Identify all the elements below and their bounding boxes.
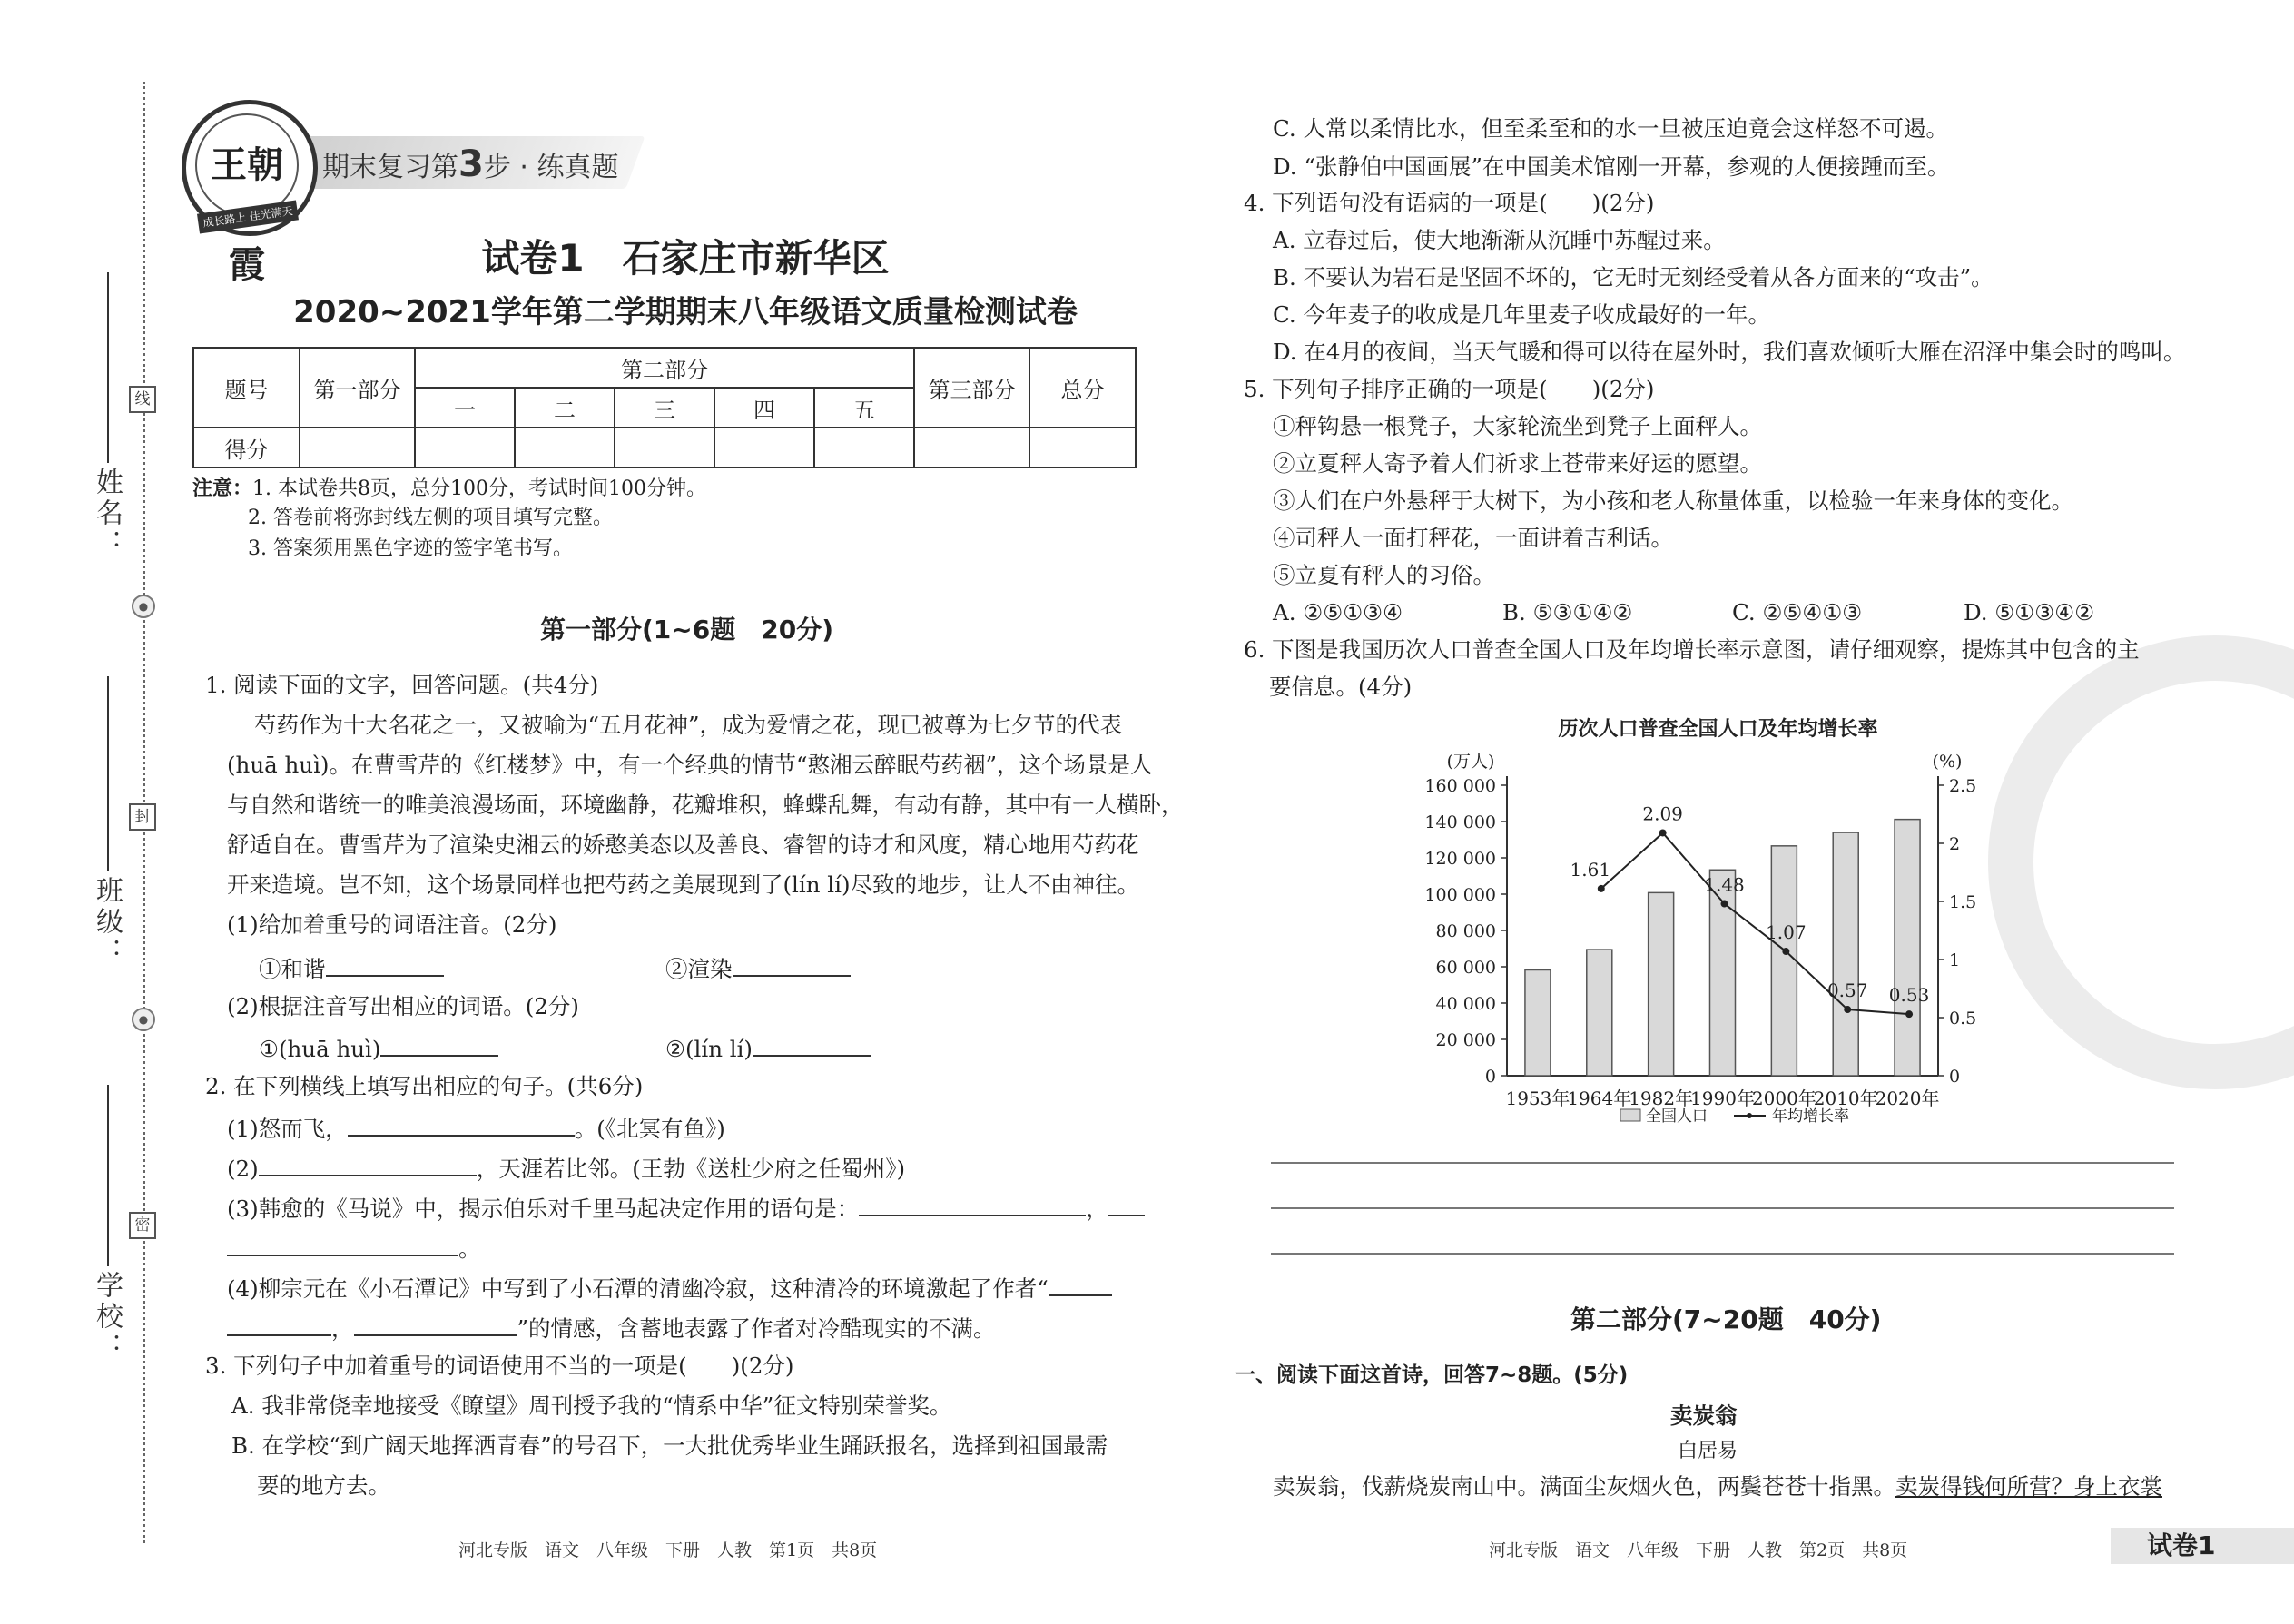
answer-line[interactable] xyxy=(1271,1253,2174,1255)
row-defen: 得分 xyxy=(193,428,300,468)
q5-sentence: ②立夏秤人寄予着人们祈求上苍带来好运的愿望。 xyxy=(1273,450,1762,477)
legend-line-dot xyxy=(1747,1113,1752,1118)
q4-option-c: C. 今年麦子的收成是几年里麦子收成最好的一年。 xyxy=(1273,301,1770,328)
name-label: 姓名： xyxy=(91,468,123,560)
q5-sentence: ①秤钩悬一根凳子，大家轮流坐到凳子上面秤人。 xyxy=(1273,413,1762,439)
q1-passage-line: 与自然和谐统一的唯美浪漫场面，环境幽静，花瓣堆积，蜂蝶乱舞，有动有静，其中有一人横卧， xyxy=(227,792,1184,818)
q5-sentence: ⑤立夏有秤人的习俗。 xyxy=(1273,562,1495,588)
x-tick-label: 1982年 xyxy=(1629,1088,1694,1109)
note-3: 3. 答案须用黑色字迹的签字笔书写。 xyxy=(248,537,573,560)
answer-blank[interactable] xyxy=(227,1313,331,1336)
q1-passage-line: 芍药作为十大名花之一，又被喻为“五月花神”，成为爱情之花，现已被尊为七夕节的代表 xyxy=(254,712,1123,738)
class-label: 班级： xyxy=(91,876,123,969)
q2-3: (3)韩愈的《马说》中，揭示伯乐对千里马起决定作用的语句是： ， xyxy=(227,1193,1145,1223)
right-tick-label: 2.5 xyxy=(1949,776,1977,796)
x-tick-label: 2020年 xyxy=(1875,1088,1940,1109)
th-part1: 第一部分 xyxy=(300,348,415,428)
answer-blank[interactable] xyxy=(326,953,444,977)
score-cell[interactable] xyxy=(814,428,914,468)
seal-char-feng: 封 xyxy=(129,803,156,831)
q5-option-c: C. ②⑤④①③ xyxy=(1732,599,1863,625)
growth-label: 1.61 xyxy=(1570,858,1611,881)
class-input-line[interactable] xyxy=(107,676,109,871)
poem-line: 卖炭翁，伐薪烧炭南山中。满面尘灰烟火色，两鬓苍苍十指黑。卖炭得钱何所营？身上衣裳 xyxy=(1273,1473,2162,1500)
left-tick-label: 0 xyxy=(1484,1067,1496,1087)
q5-option-a: A. ②⑤①③④ xyxy=(1273,599,1403,625)
x-tick-label: 1953年 xyxy=(1505,1088,1570,1109)
poem-underlined: 卖炭得钱何所营？身上衣裳 xyxy=(1895,1473,2162,1500)
bar-2 xyxy=(1649,892,1674,1076)
right-tick-label: 0.5 xyxy=(1949,1009,1977,1029)
chart-title: 历次人口普查全国人口及年均增长率 xyxy=(1558,718,1878,741)
score-table xyxy=(192,347,1137,468)
growth-label: 0.57 xyxy=(1826,979,1868,1002)
exam-title: 试卷1 石家庄市新华区 xyxy=(481,236,890,281)
q1-sub2: (2)根据注音写出相应的词语。(2分) xyxy=(227,993,579,1019)
q5-option-d: D. ⑤①③④② xyxy=(1964,599,2095,625)
answer-blank[interactable] xyxy=(1108,1193,1145,1216)
x-tick-label: 1964年 xyxy=(1567,1088,1632,1109)
left-tick-label: 20 000 xyxy=(1435,1030,1496,1050)
poem-author: 白居易 xyxy=(1678,1440,1738,1462)
answer-blank[interactable] xyxy=(733,953,851,977)
answer-blank[interactable] xyxy=(354,1313,517,1336)
q4-title: 4. 下列语句没有语病的一项是( )(2分) xyxy=(1244,190,1655,216)
note-1: 注意：1. 本试卷共8页，总分100分，考试时间100分钟。 xyxy=(192,477,706,500)
q1-sub1b: ②渲染 xyxy=(665,953,851,983)
left-axis-label: (万人) xyxy=(1446,752,1495,772)
growth-label: 1.48 xyxy=(1704,873,1745,896)
bar-1 xyxy=(1587,950,1612,1076)
logo-text: 王朝霞 xyxy=(195,113,299,217)
seal-char-mi: 密 xyxy=(129,1212,156,1239)
section1-title: 一、阅读下面这首诗，回答7~8题。(5分) xyxy=(1235,1363,1629,1387)
q5-sentence: ④司秤人一面打秤花，一面讲着吉利话。 xyxy=(1273,525,1673,551)
school-label: 学校： xyxy=(91,1271,123,1363)
th-sub: 一 xyxy=(415,388,515,428)
q3-option-b: B. 在学校“到广阔天地挥洒青春”的号召下，一大批优秀毕业生踊跃报名，选择到祖国最需 xyxy=(231,1432,1108,1459)
logo-ribbon: 成长路上 佳光满天 xyxy=(197,200,299,233)
seal-char-xian: 线 xyxy=(129,386,156,413)
q1-passage-line: 开来造境。岂不知，这个场景同样也把芍药之美展现到了(lín lí)尽致的地步，让人不由神往。 xyxy=(227,871,1140,898)
th-total: 总分 xyxy=(1029,348,1136,428)
part1-heading: 第一部分(1~6题 20分) xyxy=(540,615,833,645)
answer-blank[interactable] xyxy=(1049,1273,1112,1296)
q2-4-cont: ， ”的情感，含蓄地表露了作者对冷酷现实的不满。 xyxy=(227,1313,996,1343)
answer-blank[interactable] xyxy=(380,1033,498,1057)
growth-point-3 xyxy=(1782,948,1789,955)
score-cell[interactable] xyxy=(1029,428,1136,468)
q5-option-b: B. ⑤③①④② xyxy=(1502,599,1633,625)
q5-sentence: ③人们在户外悬秤于大树下，为小孩和老人称量体重，以检验一年来身体的变化。 xyxy=(1273,487,2073,514)
answer-blank[interactable] xyxy=(259,1153,477,1176)
growth-point-5 xyxy=(1905,1010,1913,1018)
q4-option-b: B. 不要认为岩石是坚固不坏的，它无时无刻经受着从各方面来的“攻击”。 xyxy=(1273,264,1994,290)
th-sub: 二 xyxy=(515,388,615,428)
x-tick-label: 2010年 xyxy=(1813,1088,1878,1109)
bar-5 xyxy=(1833,832,1858,1076)
left-tick-label: 80 000 xyxy=(1435,921,1496,941)
q3-option-d: D. “张静伯中国画展”在中国美术馆刚一开幕，参观的人便接踵而至。 xyxy=(1273,153,1950,180)
score-cell[interactable] xyxy=(515,428,615,468)
school-input-line[interactable] xyxy=(107,1085,109,1266)
answer-blank[interactable] xyxy=(859,1193,1086,1216)
answer-line[interactable] xyxy=(1271,1162,2174,1164)
score-cell[interactable] xyxy=(415,428,515,468)
population-chart xyxy=(1271,740,2179,1139)
th-part3: 第三部分 xyxy=(914,348,1029,428)
th-sub: 四 xyxy=(714,388,814,428)
th-part2: 第二部分 xyxy=(415,348,914,388)
growth-point-2 xyxy=(1721,901,1728,908)
legend-line-label: 年均增长率 xyxy=(1772,1107,1849,1126)
q3-option-b-cont: 要的地方去。 xyxy=(257,1472,390,1499)
step-label: 期末复习第3步 · 练真题 xyxy=(322,143,619,185)
q2-2: (2) ，天涯若比邻。(王勃《送杜少府之任蜀州》) xyxy=(227,1153,905,1183)
q1-sub2b: ②(lín lí) xyxy=(665,1033,871,1063)
right-tick-label: 1 xyxy=(1949,950,1961,970)
margin-ornament-icon: ● xyxy=(132,595,155,618)
right-tick-label: 0 xyxy=(1949,1067,1961,1087)
th-sub: 五 xyxy=(814,388,914,428)
score-cell[interactable] xyxy=(615,428,714,468)
bar-4 xyxy=(1771,846,1797,1076)
growth-label: 1.07 xyxy=(1766,921,1807,944)
part2-heading: 第二部分(7~20题 40分) xyxy=(1570,1304,1882,1334)
right-axis-label: (%) xyxy=(1932,752,1963,772)
q3-title: 3. 下列句子中加着重号的词语使用不当的一项是( )(2分) xyxy=(205,1353,794,1379)
growth-label: 0.53 xyxy=(1888,984,1930,1007)
legend-bar-swatch xyxy=(1620,1109,1640,1121)
bar-0 xyxy=(1525,969,1551,1076)
q1-sub1: (1)给加着重号的词语注音。(2分) xyxy=(227,911,557,938)
answer-blank[interactable] xyxy=(753,1033,871,1057)
growth-point-1 xyxy=(1659,829,1667,836)
q4-option-d: D. 在4月的夜间，当天气暖和得可以待在屋外时，我们喜欢倾听大雁在沼泽中集会时的鸣叫。 xyxy=(1273,339,2186,365)
answer-line[interactable] xyxy=(1271,1207,2174,1209)
right-tick-label: 2 xyxy=(1949,834,1961,854)
growth-point-4 xyxy=(1844,1006,1851,1013)
q2-1: (1)怒而飞， 。(《北冥有鱼》) xyxy=(227,1113,725,1143)
q1-title: 1. 阅读下面的文字，回答问题。(共4分) xyxy=(205,672,599,698)
answer-blank[interactable] xyxy=(227,1233,458,1256)
footer-left: 河北专版 语文 八年级 下册 人教 第1页 共8页 xyxy=(458,1540,878,1560)
note-2: 2. 答卷前将弥封线左侧的项目填写完整。 xyxy=(248,507,613,529)
left-tick-label: 40 000 xyxy=(1435,994,1496,1014)
q1-passage-line: 舒适自在。曹雪芹为了渲染史湘云的娇憨美态以及善良、睿智的诗才和风度，精心地用芍药花 xyxy=(227,832,1139,858)
left-tick-label: 160 000 xyxy=(1424,776,1496,796)
left-tick-label: 100 000 xyxy=(1424,885,1496,905)
growth-point-0 xyxy=(1598,885,1605,892)
right-tick-label: 1.5 xyxy=(1949,892,1977,912)
q2-4: (4)柳宗元在《小石潭记》中写到了小石潭的清幽冷寂，这种清冷的环境激起了作者“ xyxy=(227,1273,1112,1303)
q2-title: 2. 在下列横线上填写出相应的句子。(共6分) xyxy=(205,1073,644,1099)
x-tick-label: 1990年 xyxy=(1690,1088,1755,1109)
score-cell[interactable] xyxy=(300,428,415,468)
q6-title-cont: 要信息。(4分) xyxy=(1269,674,1413,700)
margin-ornament-icon: ● xyxy=(132,1008,155,1031)
answer-blank[interactable] xyxy=(348,1113,575,1137)
score-cell[interactable] xyxy=(714,428,814,468)
q1-sub2a: ①(huā huì) xyxy=(259,1033,498,1063)
x-tick-label: 2000年 xyxy=(1751,1088,1816,1109)
growth-label: 2.09 xyxy=(1642,802,1683,825)
th-sub: 三 xyxy=(615,388,714,428)
q5-title: 5. 下列句子排序正确的一项是( )(2分) xyxy=(1244,376,1655,402)
left-tick-label: 120 000 xyxy=(1424,849,1496,869)
q1-sub1a: ①和谐 xyxy=(259,953,444,983)
q2-3-cont: 。 xyxy=(227,1233,481,1263)
paper-tab: 试卷1 xyxy=(2111,1528,2294,1564)
bar-6 xyxy=(1895,820,1920,1076)
exam-subtitle: 2020~2021学年第二学期期末八年级语文质量检测试卷 xyxy=(293,294,1078,330)
footer-right: 河北专版 语文 八年级 下册 人教 第2页 共8页 xyxy=(1489,1540,1908,1560)
poem-title: 卖炭翁 xyxy=(1670,1403,1738,1429)
q4-option-a: A. 立春过后，使大地渐渐从沉睡中苏醒过来。 xyxy=(1273,227,1726,253)
q6-title: 6. 下图是我国历次人口普查全国人口及年均增长率示意图，请仔细观察，提炼其中包含的主 xyxy=(1244,636,2140,663)
q1-passage-line: (huā huì)。在曹雪芹的《红楼梦》中，有一个经典的情节“憨湘云醉眠芍药裀”，这个场景是人 xyxy=(227,752,1153,778)
q3-option-c: C. 人常以柔情比水，但至柔至和的水一旦被压迫竟会这样怒不可遏。 xyxy=(1273,115,1948,142)
legend-bar-label: 全国人口 xyxy=(1646,1107,1708,1126)
score-cell[interactable] xyxy=(914,428,1029,468)
left-tick-label: 140 000 xyxy=(1424,812,1496,832)
th-tihao: 题号 xyxy=(193,348,300,428)
q3-option-a: A. 我非常侥幸地接受《瞭望》周刊授予我的“情系中华”征文特别荣誉奖。 xyxy=(231,1393,952,1419)
left-tick-label: 60 000 xyxy=(1435,958,1496,978)
